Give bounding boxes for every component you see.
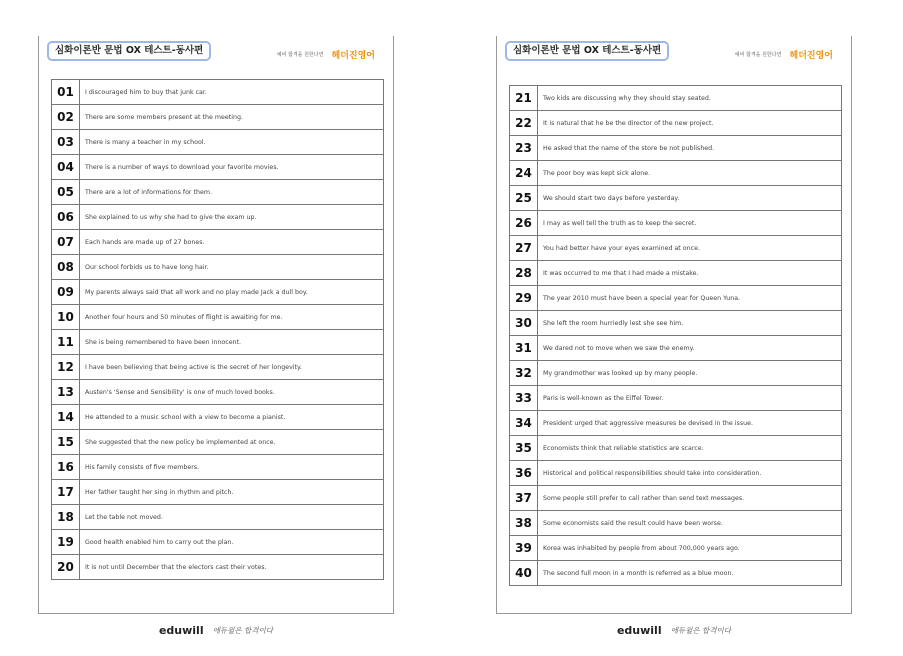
question-row — [52, 555, 384, 580]
question-sentence: It was occurred to me that I had made a mistake. — [538, 261, 842, 286]
question-sentence: My grandmother was looked up by many people. — [538, 361, 842, 386]
question-number: 20 — [52, 555, 80, 580]
question-sentence: Another four hours and 50 minutes of flight is awaiting for me. — [80, 305, 384, 330]
question-row — [510, 461, 842, 486]
question-row — [52, 355, 384, 380]
question-number: 06 — [52, 205, 80, 230]
question-number: 33 — [510, 386, 538, 411]
brand-tagline: 예비 합격을 원한다면 — [276, 52, 324, 58]
question-row — [52, 380, 384, 405]
question-sentence: There is a number of ways to download your favorite movies. — [80, 155, 384, 180]
question-number: 31 — [510, 336, 538, 361]
question-number: 23 — [510, 136, 538, 161]
question-number: 02 — [52, 105, 80, 130]
question-row — [510, 336, 842, 361]
question-number: 12 — [52, 355, 80, 380]
question-number: 26 — [510, 211, 538, 236]
question-row — [52, 505, 384, 530]
question-sentence: There is many a teacher in my school. — [80, 130, 384, 155]
question-number: 28 — [510, 261, 538, 286]
eduwill-logo: eduwill — [616, 624, 662, 637]
question-number: 15 — [52, 430, 80, 455]
question-sentence: It is not until December that the electors cast their votes. — [80, 555, 384, 580]
question-sentence: The second full moon in a month is referred as a blue moon. — [538, 561, 842, 586]
question-sentence: We should start two days before yesterday. — [538, 186, 842, 211]
question-row — [510, 361, 842, 386]
footer-left — [38, 620, 394, 639]
question-sentence: Her father taught her sing in rhythm and pitch. — [80, 480, 384, 505]
question-sentence: Some people still prefer to call rather than send text messages. — [538, 486, 842, 511]
right-page — [496, 36, 852, 614]
question-row — [52, 205, 384, 230]
question-number: 10 — [52, 305, 80, 330]
brand — [735, 44, 833, 63]
question-sentence: Austen's 'Sense and Sensibility' is one of much loved books. — [80, 380, 384, 405]
footer-slogan: 에듀윌은 합격이다 — [670, 626, 732, 635]
question-row — [52, 155, 384, 180]
question-number: 08 — [52, 255, 80, 280]
question-row — [510, 561, 842, 586]
question-sentence: There are a lot of informations for them. — [80, 180, 384, 205]
page-title: 심화이론반 문법 OX 테스트-동사편 — [505, 41, 669, 61]
question-number: 25 — [510, 186, 538, 211]
question-sentence: His family consists of five members. — [80, 455, 384, 480]
question-sentence: I have been believing that being active is the secret of her longevity. — [80, 355, 384, 380]
question-number: 24 — [510, 161, 538, 186]
question-row — [510, 511, 842, 536]
question-row — [52, 80, 384, 105]
question-sentence: There are some members present at the meeting. — [80, 105, 384, 130]
brand — [277, 44, 375, 63]
left-page — [38, 36, 394, 614]
question-sentence: Let the table not moved. — [80, 505, 384, 530]
page-title: 심화이론반 문법 OX 테스트-동사편 — [47, 41, 211, 61]
question-number: 40 — [510, 561, 538, 586]
question-row — [510, 161, 842, 186]
question-sentence: The poor boy was kept sick alone. — [538, 161, 842, 186]
question-row — [510, 86, 842, 111]
question-table — [51, 79, 384, 580]
question-sentence: The year 2010 must have been a special year for Queen Yuna. — [538, 286, 842, 311]
question-row — [510, 411, 842, 436]
question-sentence: Two kids are discussing why they should stay seated. — [538, 86, 842, 111]
question-sentence: You had better have your eyes examined at once. — [538, 236, 842, 261]
question-number: 19 — [52, 530, 80, 555]
question-table — [509, 85, 842, 586]
question-row — [510, 261, 842, 286]
question-row — [52, 130, 384, 155]
question-number: 21 — [510, 86, 538, 111]
question-row — [52, 405, 384, 430]
question-number: 03 — [52, 130, 80, 155]
question-number: 04 — [52, 155, 80, 180]
footer-slogan: 에듀윌은 합격이다 — [212, 626, 274, 635]
question-number: 11 — [52, 330, 80, 355]
question-row — [510, 536, 842, 561]
question-row — [52, 330, 384, 355]
question-sentence: We dared not to move when we saw the enemy. — [538, 336, 842, 361]
question-row — [510, 111, 842, 136]
question-number: 16 — [52, 455, 80, 480]
question-sentence: Korea was inhabited by people from about 700,000 years ago. — [538, 536, 842, 561]
question-number: 37 — [510, 486, 538, 511]
question-row — [510, 311, 842, 336]
question-number: 29 — [510, 286, 538, 311]
question-number: 34 — [510, 411, 538, 436]
question-row — [510, 136, 842, 161]
question-sentence: She is being remembered to have been innocent. — [80, 330, 384, 355]
question-row — [52, 480, 384, 505]
question-number: 22 — [510, 111, 538, 136]
question-row — [52, 230, 384, 255]
question-sentence: Good health enabled him to carry out the plan. — [80, 530, 384, 555]
question-number: 38 — [510, 511, 538, 536]
question-row — [52, 180, 384, 205]
question-sentence: I may as well tell the truth as to keep the secret. — [538, 211, 842, 236]
question-row — [52, 530, 384, 555]
question-sentence: She left the room hurriedly lest she see him. — [538, 311, 842, 336]
question-row — [510, 211, 842, 236]
question-number: 35 — [510, 436, 538, 461]
question-number: 14 — [52, 405, 80, 430]
question-row — [510, 236, 842, 261]
question-row — [510, 486, 842, 511]
brand-logo: 헤더진영어 — [789, 51, 833, 61]
brand-logo: 헤더진영어 — [331, 51, 375, 61]
question-sentence: President urged that aggressive measures be devised in the issue. — [538, 411, 842, 436]
question-row — [510, 186, 842, 211]
question-number: 13 — [52, 380, 80, 405]
question-number: 05 — [52, 180, 80, 205]
question-number: 36 — [510, 461, 538, 486]
question-number: 18 — [52, 505, 80, 530]
question-number: 27 — [510, 236, 538, 261]
question-sentence: She suggested that the new policy be implemented at once. — [80, 430, 384, 455]
eduwill-logo: eduwill — [158, 624, 204, 637]
question-sentence: She explained to us why she had to give the exam up. — [80, 205, 384, 230]
question-row — [52, 255, 384, 280]
question-number: 30 — [510, 311, 538, 336]
question-row — [52, 430, 384, 455]
question-sentence: My parents always said that all work and no play made Jack a dull boy. — [80, 280, 384, 305]
question-row — [52, 455, 384, 480]
question-sentence: Historical and political responsibilities should take into consideration. — [538, 461, 842, 486]
question-row — [52, 280, 384, 305]
question-row — [510, 386, 842, 411]
question-number: 07 — [52, 230, 80, 255]
question-sentence: He attended to a music school with a view to become a pianist. — [80, 405, 384, 430]
question-sentence: I discouraged him to buy that junk car. — [80, 80, 384, 105]
question-number: 17 — [52, 480, 80, 505]
question-number: 09 — [52, 280, 80, 305]
question-row — [510, 286, 842, 311]
question-sentence: Some economists said the result could have been worse. — [538, 511, 842, 536]
question-sentence: He asked that the name of the store be not published. — [538, 136, 842, 161]
question-number: 39 — [510, 536, 538, 561]
question-sentence: It is natural that he be the director of the new project. — [538, 111, 842, 136]
question-row — [52, 105, 384, 130]
question-row — [510, 436, 842, 461]
question-sentence: Each hands are made up of 27 bones. — [80, 230, 384, 255]
brand-tagline: 예비 합격을 원한다면 — [734, 52, 782, 58]
question-number: 01 — [52, 80, 80, 105]
question-sentence: Paris is well-known as the Eiffel Tower. — [538, 386, 842, 411]
question-sentence: Economists think that reliable statistics are scarce. — [538, 436, 842, 461]
question-sentence: Our school forbids us to have long hair. — [80, 255, 384, 280]
question-row — [52, 305, 384, 330]
footer-right — [496, 620, 852, 639]
question-number: 32 — [510, 361, 538, 386]
